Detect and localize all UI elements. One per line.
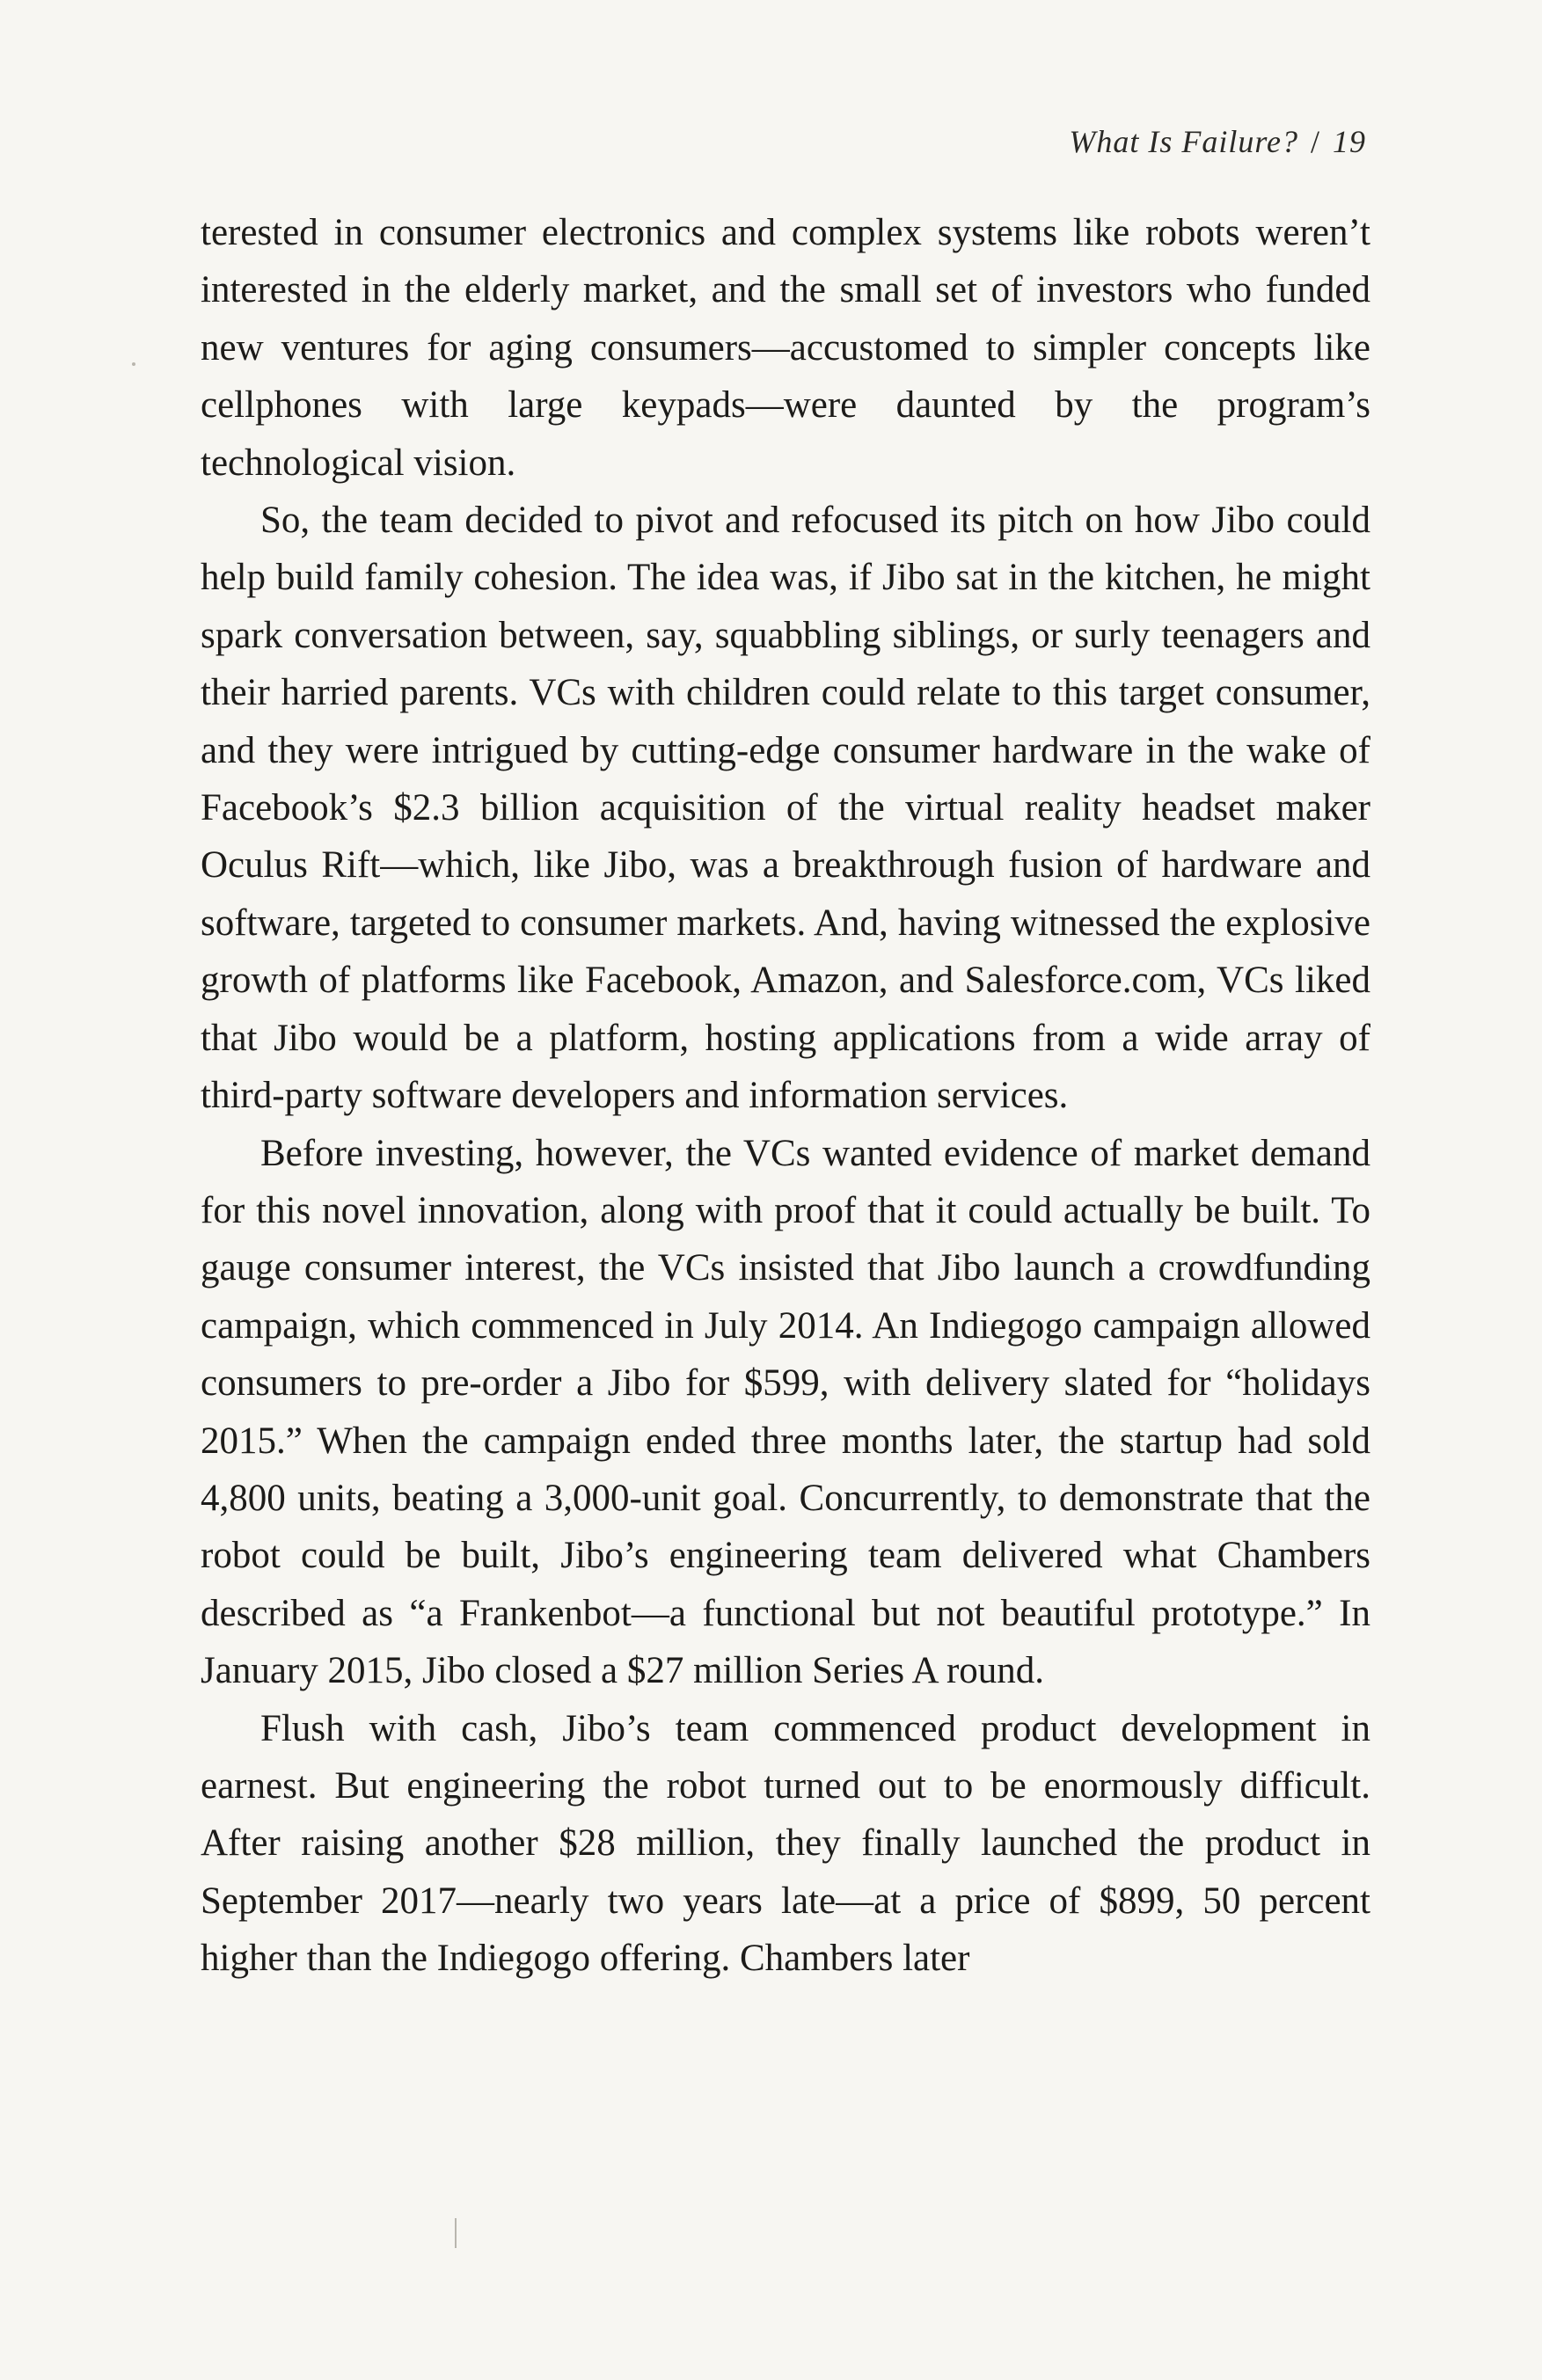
running-head [1069,123,1366,160]
running-title: What Is Failure? [1069,124,1298,159]
scan-speck-left [132,362,135,366]
running-head-separator: / [1310,124,1320,159]
paragraph-crowdfunding: Before investing, however, the VCs wanted evidence of market demand for this novel innovation, along with proof that it could actually be built. To gauge consumer interest, the VCs insisted that Jibo launch a crowdfunding campaign, which commenced in July 2014. An Indiegogo campaign allowed consumers to pre-order a Jibo for $599, with delivery slated for “holidays 2015.” When the campaign ended three months later, the startup had sold 4,800 units, beating a 3,000-unit goal. Concurrently, to demonstrate that the robot could be built, Jibo’s engineering team delivered what Chambers described as “a Frankenbot—a functional but not beautiful prototype.” In January 2015, Jibo closed a $27 million Series A round. [201,1132,1370,1692]
page-number: 19 [1333,124,1366,159]
paragraph-continued: terested in consumer electronics and complex systems like robots weren’t interested in the elderly market, and the small set of investors who funded new ventures for aging consumers—accustomed to simpler concepts like cellphones with large keypads—were daunted by the program’s technological vision. [201,212,1370,484]
paragraph-pivot: So, the team decided to pivot and refocused its pitch on how Jibo could help build family cohesion. The idea was, if Jibo sat in the kitchen, he might spark conversation between, say, squabbling siblings, or surly teenagers and their harried parents. VCs with children could relate to this target consumer, and they were intrigued by cutting-edge consumer hardware in the wake of Facebook’s $2.3 billion acquisition of the virtual reality headset maker Oculus Rift—which, like Jibo, was a breakthrough fusion of hardware and software, targeted to consumer markets. And, having witnessed the explosive growth of platforms like Facebook, Amazon, and Salesforce.com, VCs liked that Jibo would be a platform, hosting applications from a wide array of third-party software developers and information services. [201,500,1370,1117]
body-text [201,204,1370,1988]
paragraph-product-launch: Flush with cash, Jibo’s team commenced product development in earnest. But engineering the robot turned out to be enormously difficult. After raising another $28 million, they finally launched the product in September 2017—nearly two years late—at a price of $899, 50 percent higher than the Indiegogo offering. Chambers later [201,1707,1370,1980]
scan-speck-bottom [455,2218,457,2248]
